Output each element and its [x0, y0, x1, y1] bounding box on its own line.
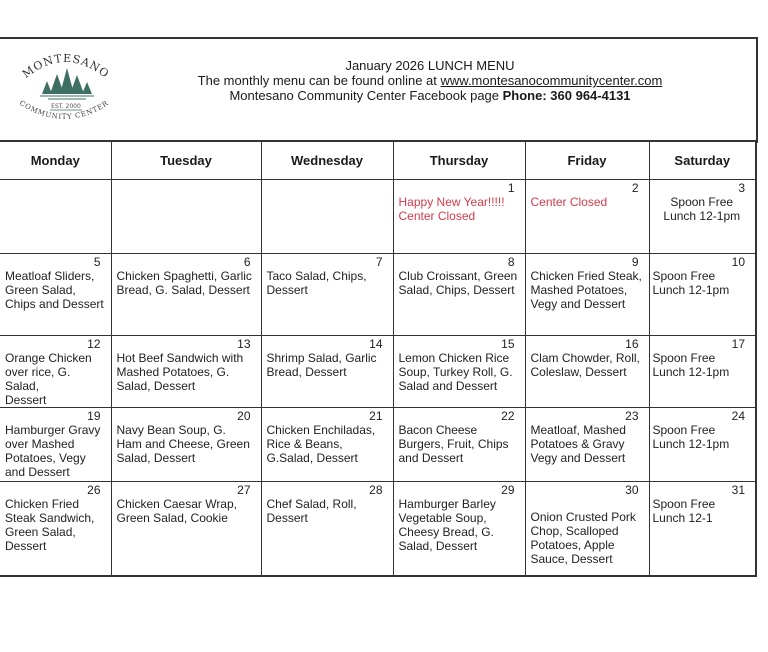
- day-number: 19: [87, 409, 101, 423]
- day-cell: [111, 482, 261, 576]
- menu-line: and Dessert: [398, 451, 464, 465]
- menu-line: Meatloaf, Mashed: [530, 423, 626, 437]
- menu-line: Green Salad,: [5, 525, 76, 539]
- menu-line: Onion Crusted Pork: [530, 510, 636, 524]
- menu-line: Hot Beef Sandwich with: [116, 351, 244, 365]
- day-number: 23: [625, 409, 639, 423]
- day-cell: [111, 180, 261, 254]
- day-header-wednesday: Wednesday: [261, 141, 393, 180]
- day-header-monday: Monday: [0, 141, 111, 180]
- menu-line: Rice & Beans,: [266, 437, 343, 451]
- day-number: 3: [738, 181, 745, 195]
- day-cell: [649, 408, 756, 482]
- menu-line: Cheesy Bread, G.: [398, 525, 494, 539]
- menu-line: Chicken Spaghetti, Garlic: [116, 269, 252, 283]
- day-cell: [111, 408, 261, 482]
- menu-line: Salad, Dessert: [116, 379, 196, 393]
- day-number: 14: [369, 337, 383, 351]
- day-number: 2: [631, 181, 639, 195]
- day-cell: [393, 336, 525, 408]
- menu-line: Vegy and Dessert: [530, 297, 626, 311]
- menu-line: Hamburger Gravy: [5, 423, 101, 437]
- day-cell: [525, 180, 649, 254]
- menu-line: Mashed Potatoes, G.: [116, 365, 230, 379]
- menu-line: Chips and Dessert: [5, 297, 104, 311]
- day-number: 22: [501, 409, 515, 423]
- day-cell: [261, 408, 393, 482]
- day-cell: [0, 408, 111, 482]
- day-cell: [525, 408, 649, 482]
- menu-line: Spoon Free: [652, 269, 716, 283]
- day-cell: [649, 180, 756, 254]
- menu-line: Hamburger Barley: [398, 497, 496, 511]
- menu-line: and Dessert: [5, 465, 70, 479]
- menu-line: Dessert: [5, 539, 47, 553]
- day-header-tuesday: Tuesday: [111, 141, 261, 180]
- menu-line: Dessert: [266, 283, 308, 297]
- menu-line: Taco Salad, Chips,: [266, 269, 367, 283]
- day-number: 24: [731, 409, 745, 423]
- menu-title: January 2026 LUNCH MENU: [345, 58, 515, 73]
- day-number: 6: [243, 255, 251, 269]
- menu-line: Potatoes, Apple: [530, 538, 615, 552]
- menu-line: Shrimp Salad, Garlic: [266, 351, 377, 365]
- day-number: 5: [93, 255, 101, 269]
- day-cell: [649, 482, 756, 576]
- menu-line: Chicken Fried Steak,: [530, 269, 642, 283]
- day-number: 1: [507, 181, 515, 195]
- day-cell: [261, 482, 393, 576]
- menu-line: Center Closed: [398, 209, 476, 223]
- day-number: 15: [501, 337, 515, 351]
- menu-line: Club Croissant, Green: [398, 269, 518, 283]
- menu-line: Bacon Cheese: [398, 423, 478, 437]
- menu-line: Ham and Cheese, Green: [116, 437, 250, 451]
- day-number: [262, 180, 393, 195]
- menu-line: Chicken Caesar Wrap,: [116, 497, 237, 511]
- day-number: 16: [625, 337, 639, 351]
- menu-line: Spoon Free: [652, 351, 716, 365]
- week-row: [0, 254, 756, 336]
- menu-line: Green Salad, Cookie: [116, 511, 228, 525]
- menu-line: Spoon Free: [652, 497, 716, 511]
- day-header-saturday: Saturday: [649, 141, 756, 180]
- menu-line: Clam Chowder, Roll,: [530, 351, 640, 365]
- day-cell: [261, 180, 393, 254]
- day-cell: [111, 336, 261, 408]
- menu-line: over Mashed: [5, 437, 75, 451]
- menu-line: Steak Sandwich,: [5, 511, 95, 525]
- menu-line: Mashed Potatoes,: [530, 283, 628, 297]
- menu-line: Dessert: [266, 511, 308, 525]
- day-cell: [261, 254, 393, 336]
- day-number: [0, 180, 111, 195]
- website-prefix: The monthly menu can be found online at: [197, 73, 441, 88]
- day-cell: [393, 408, 525, 482]
- menu-header: [150, 58, 710, 103]
- menu-line: Salad, Dessert: [116, 451, 196, 465]
- day-number: 29: [501, 483, 515, 497]
- menu-line: Burgers, Fruit, Chips: [398, 437, 509, 451]
- menu-line: Salad, Dessert: [398, 539, 478, 553]
- week-row: [0, 482, 756, 576]
- day-number: 8: [507, 255, 515, 269]
- website-line: [150, 73, 710, 88]
- tree-icon: [42, 68, 92, 94]
- day-number: 21: [369, 409, 383, 423]
- montesano-logo: [10, 44, 120, 134]
- menu-line: Salad and Dessert: [398, 379, 498, 393]
- contact-line: [150, 88, 710, 103]
- day-number: 9: [631, 255, 639, 269]
- day-cell: [0, 336, 111, 408]
- day-cell: [393, 180, 525, 254]
- menu-line: Chop, Scalloped: [530, 524, 619, 538]
- website-link[interactable]: www.montesanocommunitycenter.com: [440, 73, 663, 88]
- day-number: 30: [625, 483, 639, 497]
- menu-line: over rice, G. Salad,: [5, 365, 71, 393]
- phone-number: Phone: 360 964-4131: [502, 88, 631, 103]
- menu-line: Spoon Free: [670, 195, 734, 209]
- day-number: 17: [731, 337, 745, 351]
- menu-line: Sauce, Dessert: [530, 552, 613, 566]
- day-cell: [393, 482, 525, 576]
- menu-line: Center Closed: [530, 195, 608, 209]
- menu-line: Coleslaw, Dessert: [530, 365, 627, 379]
- day-number: 13: [237, 337, 251, 351]
- menu-line: Vegetable Soup,: [398, 511, 487, 525]
- day-header-row: [0, 141, 756, 180]
- day-cell: [393, 254, 525, 336]
- logo-est-text: EST. 2000: [51, 103, 81, 110]
- calendar-table: [0, 140, 757, 577]
- day-cell: [525, 254, 649, 336]
- menu-line: Lunch 12-1pm: [652, 437, 730, 451]
- day-cell: [111, 254, 261, 336]
- menu-line: Dessert: [5, 393, 47, 407]
- menu-line: Spoon Free: [652, 423, 716, 437]
- menu-line: Lunch 12-1pm: [663, 209, 741, 223]
- menu-line: Bread, G. Salad, Dessert: [116, 283, 250, 297]
- day-number: 28: [369, 483, 383, 497]
- logo-top-text: MONTESANO: [19, 51, 112, 81]
- menu-line: Bread, Dessert: [266, 365, 347, 379]
- day-cell: [0, 482, 111, 576]
- menu-line: Lemon Chicken Rice: [398, 351, 510, 365]
- day-cell: [0, 180, 111, 254]
- menu-line: Salad, Chips, Dessert: [398, 283, 515, 297]
- day-number: 12: [87, 337, 101, 351]
- day-number: 27: [237, 483, 251, 497]
- menu-line: G.Salad, Dessert: [266, 451, 358, 465]
- day-cell: [525, 336, 649, 408]
- week-row: [0, 408, 756, 482]
- menu-line: Lunch 12-1: [652, 511, 713, 525]
- logo-bottom-text: COMMUNITY CENTER: [18, 98, 111, 122]
- day-number: 31: [731, 483, 745, 497]
- day-number: 20: [237, 409, 251, 423]
- week-row: [0, 336, 756, 408]
- menu-line: Soup, Turkey Roll, G.: [398, 365, 513, 379]
- menu-line: Chicken Fried: [5, 497, 80, 511]
- menu-line: Meatloaf Sliders,: [5, 269, 95, 283]
- day-number: 10: [731, 255, 745, 269]
- day-number: 26: [87, 483, 101, 497]
- menu-line: Chef Salad, Roll,: [266, 497, 357, 511]
- menu-line: Orange Chicken: [5, 351, 92, 365]
- day-number: [112, 180, 261, 195]
- menu-line: Green Salad,: [5, 283, 76, 297]
- menu-line: Potatoes, Vegy: [5, 451, 86, 465]
- menu-line: Chicken Enchiladas,: [266, 423, 376, 437]
- menu-line: Lunch 12-1pm: [652, 283, 730, 297]
- menu-line: Lunch 12-1pm: [652, 365, 730, 379]
- menu-line: Navy Bean Soup, G.: [116, 423, 226, 437]
- facebook-text: Montesano Community Center Facebook page: [229, 88, 503, 103]
- menu-line: Happy New Year!!!!!: [398, 195, 505, 209]
- day-cell: [649, 254, 756, 336]
- day-cell: [261, 336, 393, 408]
- day-cell: [649, 336, 756, 408]
- menu-line: Potatoes & Gravy: [530, 437, 625, 451]
- day-header-thursday: Thursday: [393, 141, 525, 180]
- week-row: [0, 180, 756, 254]
- menu-line: Vegy and Dessert: [530, 451, 626, 465]
- day-cell: [525, 482, 649, 576]
- day-number: 7: [375, 255, 383, 269]
- day-header-friday: Friday: [525, 141, 649, 180]
- day-cell: [0, 254, 111, 336]
